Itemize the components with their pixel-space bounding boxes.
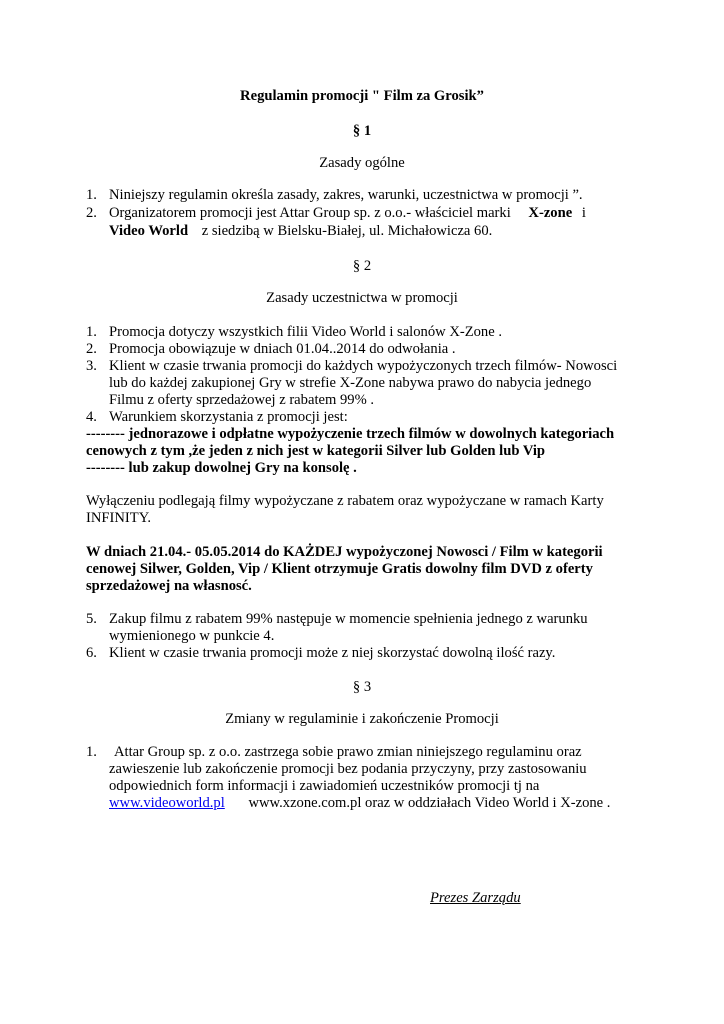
s1-item-1-number: 1. xyxy=(86,187,97,203)
s2-item-6-number: 6. xyxy=(86,645,97,661)
section-2-subheading: Zasady uczestnictwa w promocji xyxy=(266,290,458,306)
videoworld-link[interactable]: www.videoworld.pl xyxy=(109,795,225,811)
signature: Prezes Zarządu xyxy=(430,890,521,906)
condition-2-text: lub zakup dowolnej Gry na konsolę . xyxy=(128,460,357,476)
section-2-heading: § 2 xyxy=(352,258,372,274)
bonus-line-3: sprzedażowej na własnosć. xyxy=(86,578,252,594)
s2-item-3-line-3: Filmu z oferty sprzedażowej z rabatem 99% . xyxy=(109,392,375,408)
exclusion-line-1: Wyłączeniu podlegają filmy wypożyczane z rabatem oraz wypożyczane w ramach Karty xyxy=(86,493,604,509)
s1-item-2-line-2 xyxy=(109,223,492,240)
s2-item-5-line-1: Zakup filmu z rabatem 99% następuje w momencie spełnienia jednego z warunku xyxy=(109,611,588,627)
condition-1-line-2: cenowych z tym ,że jeden z nich jest w kategorii Silver lub Golden lub Vip xyxy=(86,443,546,459)
s2-item-5-number: 5. xyxy=(86,611,97,627)
s2-item-3-line-1: Klient w czasie trwania promocji do każdych wypożyczonych trzech filmów- Nowosci xyxy=(109,358,618,374)
s1-item-2-number: 2. xyxy=(86,205,97,221)
s2-item-3-number: 3. xyxy=(86,358,97,374)
s3-item-1-line-3: odpowiednich form informacji i zawiadomień uczestników promocji tj na xyxy=(109,778,540,794)
conjunction: i xyxy=(581,205,586,221)
condition-1-dash: -------- xyxy=(86,426,125,442)
s2-item-1-number: 1. xyxy=(86,324,97,340)
s1-item-1-text: Niniejszy regulamin określa zasady, zakres, warunki, uczestnictwa w promocji ”. xyxy=(109,187,583,203)
condition-2-line xyxy=(86,460,357,477)
s3-item-1-line-1: Attar Group sp. z o.o. zastrzega sobie prawo zmian niniejszego regulaminu oraz xyxy=(114,744,582,760)
condition-2-dash: -------- xyxy=(86,460,125,476)
s2-item-4-text: Warunkiem skorzystania z promocji jest: xyxy=(109,409,348,425)
s2-item-2-text: Promocja obowiązuje w dniach 01.04..2014 do odwołania . xyxy=(109,341,456,357)
condition-1-text: jednorazowe i odpłatne wypożyczenie trzech filmów w dowolnych kategoriach xyxy=(128,426,615,442)
exclusion-line-2: INFINITY. xyxy=(86,510,151,526)
s2-item-6-text: Klient w czasie trwania promocji może z niej skorzystać dowolną ilość razy. xyxy=(109,645,556,661)
s3-item-1-tail: www.xzone.com.pl oraz w oddziałach Video World i X-zone . xyxy=(248,795,611,811)
s2-item-5-line-2: wymienionego w punkcie 4. xyxy=(109,628,275,644)
section-3-heading: § 3 xyxy=(352,679,372,695)
s1-item-2-text-b: z siedzibą w Bielsku-Białej, ul. Michałowicza 60. xyxy=(201,223,493,239)
section-1-subheading: Zasady ogólne xyxy=(319,155,405,171)
s3-item-1-number: 1. xyxy=(86,744,97,760)
s2-item-4-number: 4. xyxy=(86,409,97,425)
s1-item-2-text-a: Organizatorem promocji jest Attar Group sp. z o.o.- właściciel marki xyxy=(109,205,511,221)
s2-item-1-text: Promocja dotyczy wszystkich filii Video World i salonów X-Zone . xyxy=(109,324,502,340)
bonus-line-1: W dniach 21.04.- 05.05.2014 do KAŻDEJ wypożyczonej Nowosci / Film w kategorii xyxy=(86,544,603,560)
brand-video-world: Video World xyxy=(109,223,189,239)
section-1-heading: § 1 xyxy=(352,123,372,139)
s2-item-3-line-2: lub do każdej zakupionej Gry w strefie X-Zone nabywa prawo do nabycia jednego xyxy=(109,375,592,391)
s3-item-1-line-4 xyxy=(109,795,610,812)
bonus-line-2: cenowej Silwer, Golden, Vip / Klient otrzymuje Gratis dowolny film DVD z oferty xyxy=(86,561,593,577)
condition-1-line-1 xyxy=(86,426,614,443)
s1-item-2-line-1 xyxy=(109,205,586,222)
section-3-subheading: Zmiany w regulaminie i zakończenie Promocji xyxy=(225,711,499,727)
brand-x-zone: X-zone xyxy=(528,205,573,221)
s3-item-1-line-2: zawieszenie lub zakończenie promocji bez podania przyczyny, przy zastosowaniu xyxy=(109,761,587,777)
document-title: Regulamin promocji " Film za Grosik” xyxy=(240,88,484,104)
s2-item-2-number: 2. xyxy=(86,341,97,357)
